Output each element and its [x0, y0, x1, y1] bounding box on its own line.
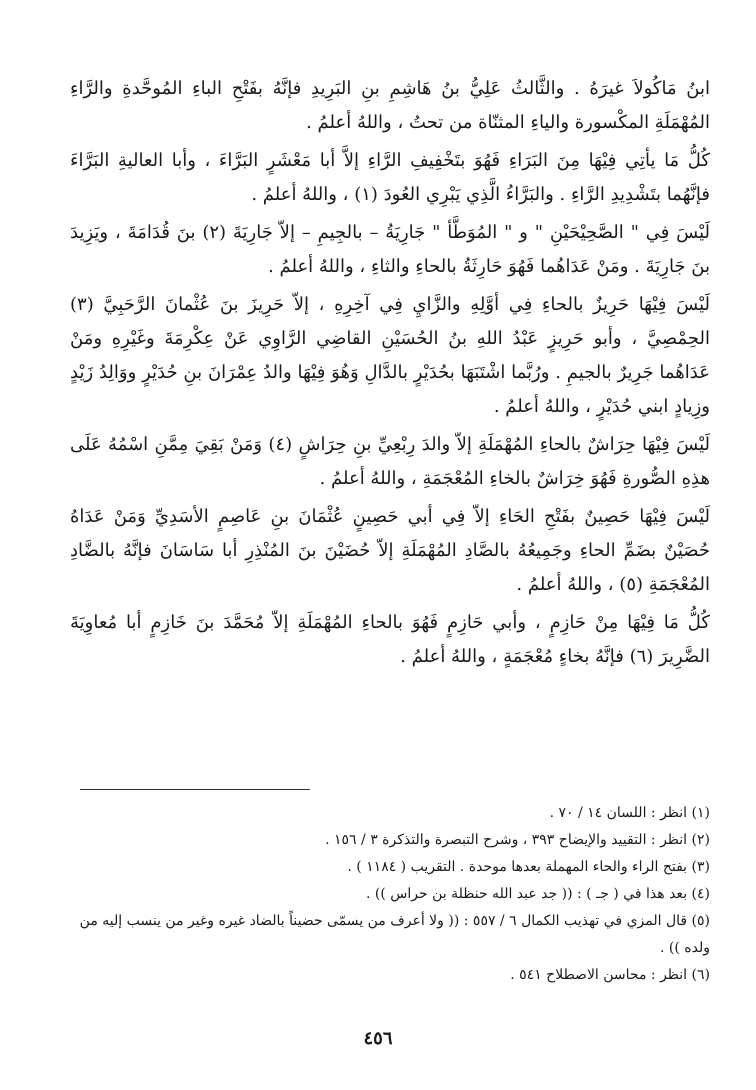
footnote-1: (١) انظر : اللسان ١٤ / ٧٠ .	[549, 805, 710, 821]
footnote-2: (٢) انظر : التقييد والإيضاح ٣٩٣ ، وشرح التبصرة والتذكرة ٣ / ١٥٦ .	[325, 832, 710, 848]
page-number: ٤٥٦	[363, 1028, 393, 1049]
paragraph-4: لَيْسَ فِيْهَا حَرِيزٌ بالحاءِ فِي أوَّلِهِ والزَّايِ فِي آخِرِهِ ، إلاّ حَرِيزَ بنَ عُثْمانَ الرَّحَبِيَّ (٣) الحِمْصِيَّ ، وأبو حَرِيزٍ عَبْدُ اللهِ بنُ الحُسَيْنِ القاضِي الرَّاوِي عَنْ عِكْرِمَةَ وغَيْرِهِ ومَنْ عَدَاهُما جَرِيرٌ بالجيمِ . ورُبَّما اشْتَبَهَا بحُدَيْرٍ بالدَّالِ وَهُوَ فِيْهَا والدُ عِمْرَانَ بنِ حُدَيْرٍ ووَالِدُ زَيْدٍ وزِيادٍ ابني حُدَيْرٍ ، واللهُ أعلمُ .	[70, 294, 710, 417]
footnote-5: (٥) قال المزي في تهذيب الكمال ٦ / ٥٥٧ : (( ولا أعرف من يسمّى حضيناً بالضاد غيره وغير من ينسب إليه من ولده )) .	[79, 913, 710, 956]
paragraph-5: لَيْسَ فِيْهَا حِرَاشٌ بالحاءِ المُهْمَلَةِ إلاّ والدَ رِبْعِيِّ بنِ حِرَاشٍ (٤) وَمَنْ بَقِيَ مِمَّنِ اسْمُهُ عَلَى هذِهِ الصُّورةِ فَهُوَ خِرَاشٌ بالخاءِ المُعْجَمَةِ ، واللهُ أعلمُ .	[70, 434, 710, 489]
paragraph-2: كُلُّ مَا يأتِي فِيْهَا مِنَ البَرَاءِ فَهُوَ بتَخْفِيفِ الرَّاءِ إلاَّ أبا مَعْشَرٍ البَرَّاءَ ، وأبا العاليةِ البَرَّاءَ فإنَّهُما بتَشْدِيدِ الرَّاءِ . والبَرَّاءُ الَّذِي يَبْرِي العُودَ (١) ، واللهُ أعلمُ .	[70, 150, 710, 205]
footnote-4: (٤) بعد هذا في ( جـ ) : (( جد عبد الله حنظلة بن حراس )) .	[366, 886, 710, 902]
footnote-3: (٣) بفتح الراء والحاء المهملة بعدها موحدة . التقريب ( ١١٨٤ ) .	[347, 859, 710, 875]
footnotes	[70, 800, 710, 989]
footnote-separator	[80, 789, 310, 790]
paragraph-3: لَيْسَ فِي " الصَّحِيْحَيْنِ " و " المُوَطَّأ " جَارِيَةُ – بالجِيمِ – إلاّ جَارِيَةَ (٢) بنَ قُدَامَةَ ، ويَزِيدَ بنَ جَارِيَةَ . ومَنْ عَدَاهُما فَهُوَ حَارِثَةُ بالحاءِ والثاءِ ، واللهُ أعلمُ .	[70, 222, 710, 277]
paragraph-6: لَيْسَ فِيْهَا حَصِينٌ بفَتْحِ الحَاءِ إلاّ فِي أبي حَصِينٍ عُثْمَانَ بنِ عَاصِمٍ الأسَدِيِّ وَمَنْ عَدَاهُ حُصَيْنٌ بضَمِّ الحاءِ وجَمِيعُهُ بالصَّادِ المُهْمَلَةِ إلاّ حُضَيْنَ بنَ المُنْذِرِ أبا سَاسَانَ فإنَّهُ بالضَّادِ المُعْجَمَةِ (٥) ، واللهُ أعلمُ .	[70, 506, 710, 595]
main-text	[70, 72, 710, 674]
paragraph-7: كُلُّ مَا فِيْهَا مِنْ حَازِمٍ ، وأبي حَازِمٍ فَهُوَ بالحاءِ المُهْمَلَةِ إلاّ مُحَمَّدَ بنَ خَازِمٍ أبا مُعاوِيَةَ الضَّرِيرَ (٦) فإنَّهُ بخاءٍ مُعْجَمَةٍ ، واللهُ أعلمُ .	[70, 612, 710, 667]
footnote-6: (٦) انظر : محاسن الاصطلاح ٥٤١ .	[510, 967, 710, 983]
paragraph-1: ابنُ مَاكُولاَ غيرَهُ . والثَّالثُ عَلِيُّ بنُ هَاشِمِ بنِ البَرِيدِ فإنَّهُ بفَتْحِ الباءِ المُوحَّدةِ والرَّاءِ المُهْمَلَةِ المكْسورة والياءِ المثنّاة من تحتُ ، واللهُ أعلمُ .	[70, 78, 710, 133]
